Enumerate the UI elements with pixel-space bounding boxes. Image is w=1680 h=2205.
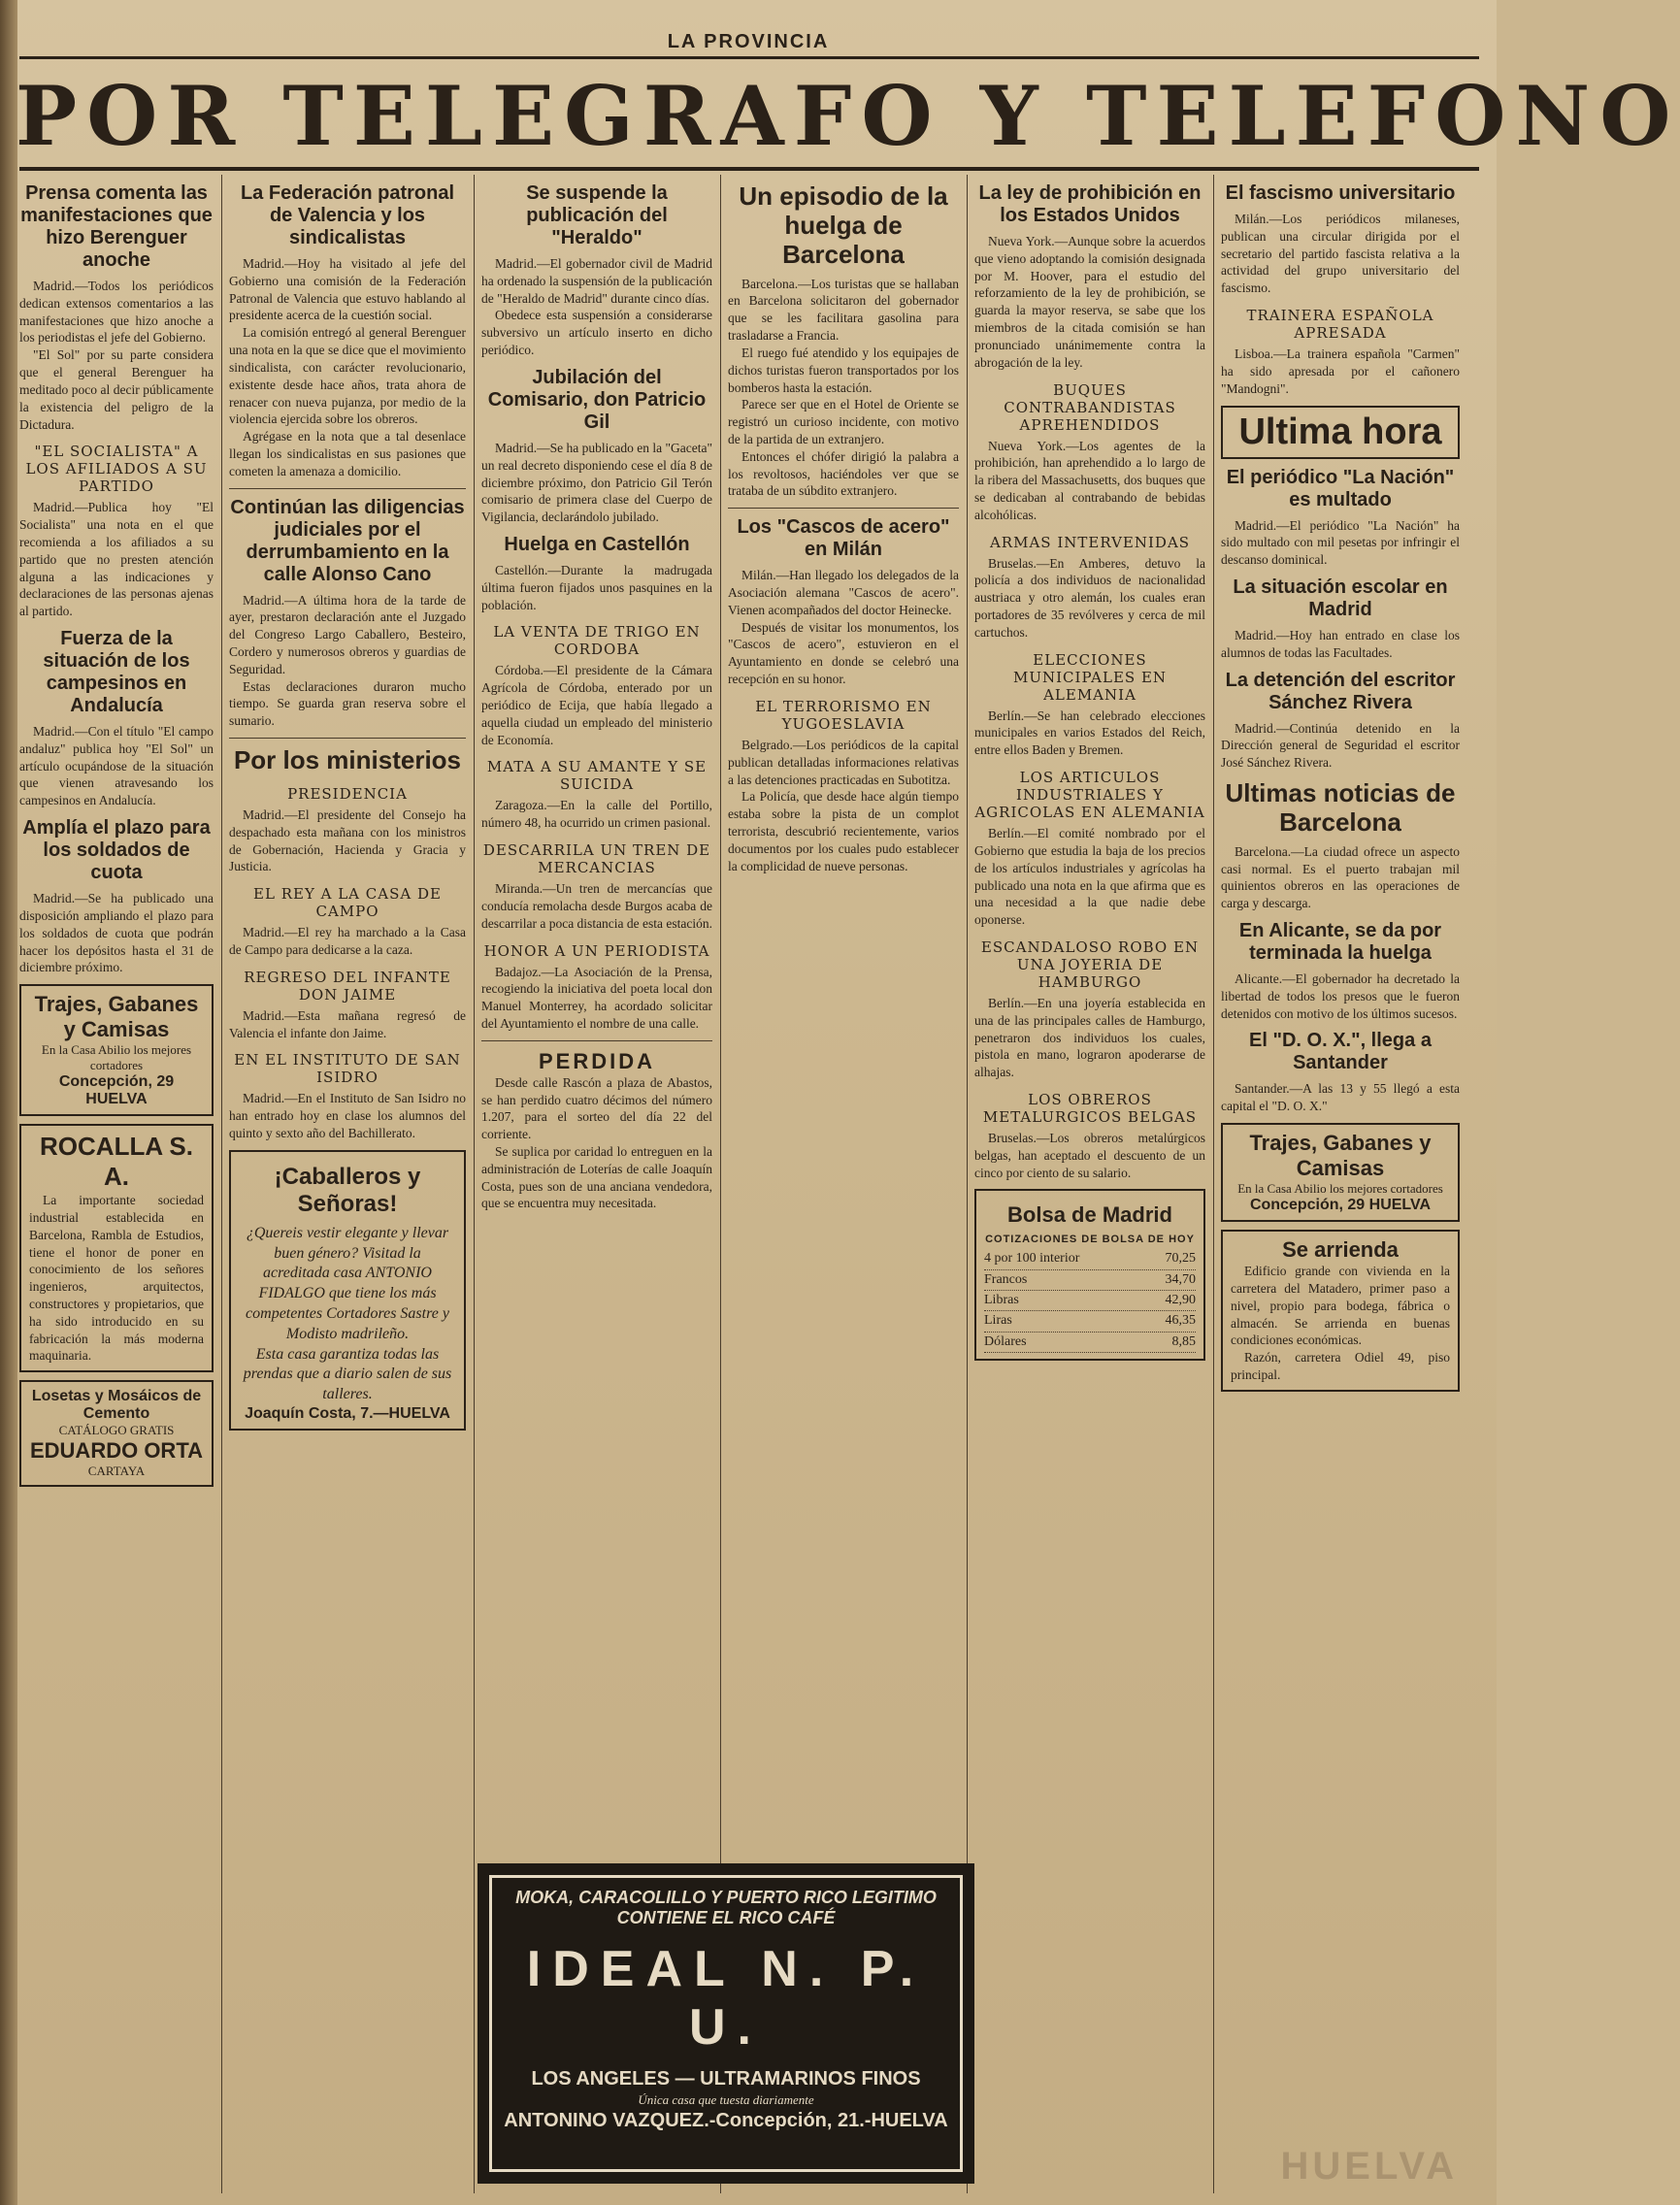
article-subheading: HONOR A UN PERIODISTA	[483, 941, 710, 960]
tailor-advertisement	[229, 1150, 466, 1431]
ad-text: CATÁLOGO GRATIS	[58, 1423, 175, 1438]
article-text: Barcelona.—La ciudad ofrece un aspecto casi normal. Es el puerto trabajan mil quinientos obreros en las operaciones de carga y descarga.	[1221, 843, 1460, 911]
article-subheading: ESCANDALOSO ROBO EN UNA JOYERIA DE HAMBURGO	[980, 938, 1200, 991]
ad-brand: IDEAL N. P. U.	[526, 1941, 926, 2056]
column-3	[481, 175, 712, 1844]
article-text: Madrid.—Publica hoy "El Socialista" una nota en el que recomienda a los afiliados a su partido que no presten atención alguna a las indicaciones y declaraciones de las personas ajenas al partido.	[19, 500, 214, 619]
article-headline: La detención del escritor Sánchez Rivera	[1225, 669, 1456, 713]
ad-frame	[489, 1875, 963, 2172]
ad-text: Razón, carretera Odiel 49, piso principal.	[1231, 1350, 1450, 1382]
ad-line: CONTIENE EL RICO CAFÉ	[616, 1908, 836, 1927]
article-text: Bruselas.—En Amberes, detuvo la policía a dos individuos de nacionalidad austriaca y otro alemán, los cuales eran portadores de 35 revólveres y cerca de mil cartuchos.	[974, 555, 1205, 640]
stock-row: 4 por 100 interior 70,25	[984, 1249, 1196, 1269]
article-text: Santander.—A las 13 y 55 llegó a esta capital el "D. O. X."	[1221, 1081, 1460, 1114]
article-subheading: EL REY A LA CASA DE CAMPO	[253, 885, 442, 921]
article-text: Parece ser que en el Hotel de Oriente se registró un curioso incidente, con motivo de la partida de un extranjero.	[728, 397, 959, 446]
stock-row: Francos 34,70	[984, 1270, 1196, 1291]
article-text: "El Sol" por su parte considera que el general Berenguer ha meditado poco al decir públicamente la existencia del peligro de la Dictadura.	[19, 347, 214, 432]
ad-title: ¡Caballeros y Señoras!	[274, 1163, 421, 1217]
article-subheading: LA VENTA DE TRIGO EN CORDOBA	[493, 623, 701, 659]
article-text: La Policía, que desde hace algún tiempo estaba sobre la pista de un complot terrorista, descubrió recientemente, varios documentos por los cuales pudo establecer la complicidad de nueve personas.	[728, 789, 959, 873]
article-text: Milán.—Los periódicos milaneses, publican una circular dirigida por el secretario del partido fascista relativa a la actividad del grupo universitario del fascismo.	[1221, 212, 1460, 296]
article-subheading: TRAINERA ESPAÑOLA APRESADA	[1246, 307, 1434, 343]
article-text: Entonces el chófer dirigió la palabra a los revoltosos, haciéndoles ver que se trataba de un súbdito extranjero.	[728, 448, 959, 499]
column-4	[728, 175, 959, 1844]
article-text: Madrid.—El presidente del Consejo ha despachado esta mañana con los ministros de Gobernación, Hacienda y Gracia y Justicia.	[229, 806, 466, 874]
ad-title: Trajes, Gabanes y Camisas	[34, 992, 199, 1042]
column-2	[229, 175, 466, 2193]
article-text: Desde calle Rascón a plaza de Abastos, se han perdido cuatro décimos del número 1.207, para el sorteo del día 22 del corriente.	[481, 1074, 712, 1142]
article-text: Nueva York.—Aunque sobre la acuerdos que vieno adoptando la comisión designada por M. Hoover, para el estudio del reforzamiento de la ley de prohibición, se guarda la mayor reserva, se sabe que los miembros de la citada comisión se han pronunciado unánimemente contra la abrogación de la ley.	[974, 234, 1205, 370]
article-text: Madrid.—El gobernador civil de Madrid ha ordenado la suspensión de la publicación de "Heraldo de Madrid" durante cinco días.	[481, 256, 712, 306]
ad-title: Losetas y Mosáicos de Cemento	[31, 1388, 202, 1423]
article-headline: Prensa comenta las manifestaciones que hizo Berenguer anoche	[20, 182, 213, 271]
article-subheading: BUQUES CONTRABANDISTAS APREHENDIDOS	[1004, 380, 1176, 434]
article-headline: La ley de prohibición en los Estados Unidos	[978, 182, 1202, 226]
ad-address: ANTONINO VAZQUEZ.-Concepción, 21.-HUELVA	[504, 2110, 948, 2131]
article-headline: Ultimas noticias de Barcelona	[1225, 778, 1456, 837]
article-headline: Se suspende la publicación del "Heraldo"	[526, 182, 668, 248]
article-text: Miranda.—Un tren de mercancías que conducía remolacha desde Burgos acaba de descarrilar a poca distancia de esta estación.	[481, 881, 713, 931]
article-text: Agrégase en la nota que a tal desenlace llegan los sindicalistas en sus pasiones que cometen la amenaza a domicilio.	[229, 429, 466, 478]
article-text: Badajoz.—La Asociación de la Prensa, recogiendo la iniciativa del poeta local don Manuel Monterrey, ha acordado solicitar del Ayuntamiento el nombre de una calle.	[481, 964, 712, 1031]
article-subheading: LOS ARTICULOS INDUSTRIALES Y AGRICOLAS EN ALEMANIA	[974, 769, 1205, 822]
column-5	[974, 175, 1205, 2193]
article-text: Lisboa.—La trainera española "Carmen" ha sido apresada por el cañonero "Mandogni".	[1221, 346, 1460, 396]
ad-line: LOS ANGELES — ULTRAMARINOS FINOS	[531, 2068, 921, 2090]
article-text: Berlín.—El comité nombrado por el Gobierno que estudia la baja de los precios de los artículos industriales y agrícolas ha publicado una nota en la que afirma que es una necesidad a la que nadie debe oponerse.	[974, 826, 1205, 928]
article-subheading: LOS OBREROS METALURGICOS BELGAS	[982, 1091, 1198, 1126]
ad-title: Se arrienda	[1282, 1237, 1399, 1263]
stock-row: Dólares 8,85	[984, 1333, 1196, 1353]
article-subheading: ARMAS INTERVENIDAS	[989, 533, 1191, 551]
article-text: Barcelona.—Los turistas que se hallaban en Barcelona solicitaron del gobernador que se les facilitara gasolina para trasladarse a Francia.	[728, 276, 959, 344]
ad-place: CARTAYA	[87, 1464, 146, 1479]
article-text: Madrid.—Todos los periódicos dedican extensos comentarios a las manifestaciones que hizo anoche a los periodistas el jefe del Gobierno.	[19, 279, 214, 346]
article-headline: Por los ministerios	[233, 745, 462, 775]
ad-text: En la Casa Abilio los mejores cortadores	[1237, 1181, 1443, 1197]
coffee-advertisement	[478, 1863, 974, 2184]
article-text: Madrid.—Hoy han entrado en clase los alumnos de todas las Facultades.	[1221, 627, 1460, 660]
clothing-advertisement	[1221, 1123, 1460, 1222]
article-headline: Amplía el plazo para los soldados de cuota	[22, 817, 211, 884]
article-subheading: ELECCIONES MUNICIPALES EN ALEMANIA	[1012, 650, 1168, 704]
article-subheading: EL TERRORISMO EN YUGOESLAVIA	[755, 697, 932, 733]
column-divider	[221, 175, 222, 2193]
article-text: Madrid.—A última hora de la tarde de ayer, prestaron declaración ante el Juzgado del Congreso Largo Caballero, Besteiro, Cordero y numerosos obreros y guardias de Seguridad.	[229, 592, 466, 676]
article-text: Se suplica por caridad lo entreguen en la administración de Loterías de calle Joaquín Costa, pues son de una anciana vendedora, que se encuentra muy necesitada.	[481, 1144, 712, 1211]
ad-address: Concepción, 29 HUELVA	[1249, 1197, 1432, 1214]
article-text: Estas declaraciones duraron mucho tiempo. Se guarda gran reserva sobre el sumario.	[229, 678, 466, 729]
article-subheading: EN EL INSTITUTO DE SAN ISIDRO	[234, 1051, 461, 1087]
article-headline: Un episodio de la huelga de Barcelona	[739, 181, 948, 269]
archive-watermark: HUELVA	[1280, 2145, 1458, 2188]
article-text: Madrid.—El periódico "La Nación" ha sido multado con mil pesetas por infringir el descanso dominical.	[1221, 517, 1460, 568]
article-headline: El fascismo universitario	[1225, 182, 1456, 204]
page-headline: POR TELEGRAFO Y TELEFONO	[16, 68, 1680, 164]
article-text: El ruego fué atendido y los equipajes de dichos turistas fueron transportados por los bomberos hasta la estación.	[728, 345, 959, 395]
tiles-advertisement	[19, 1380, 214, 1487]
article-text: Después de visitar los monumentos, los "Cascos de acero", estuvieron en el Ayuntamiento en donde se celebró una recepción en su honor.	[728, 619, 959, 687]
rocalla-advertisement	[19, 1124, 214, 1372]
article-text: Milán.—Han llegado los delegados de la Asociación alemana "Cascos de acero". Vienen acompañados del doctor Heinecke.	[728, 568, 959, 617]
article-text: Madrid.—Con el título "El campo andaluz" publica hoy "El Sol" un artículo ocupándose de la situación que vienen atravesando los campesinos en Andalucía.	[19, 724, 214, 808]
rental-notice	[1221, 1230, 1460, 1392]
lost-notice-title: PERDIDA	[538, 1048, 655, 1073]
article-headline: Huelga en Castellón	[504, 533, 690, 555]
article-text: Madrid.—Se ha publicado en la "Gaceta" un real decreto disponiendo cese el día 8 de diciembre próximo, don Patricio Gil Terón comisario de primera clase del Cuerpo de Vigilancia, declarándolo jubilado.	[481, 440, 712, 525]
page-spine	[0, 0, 17, 2205]
section-label: LA PROVINCIA	[667, 31, 830, 52]
article-subheading: "EL SOCIALISTA" A LOS AFILIADOS A SU PARTIDO	[25, 443, 208, 496]
column-1	[19, 175, 214, 2193]
article-text: Alicante.—El gobernador ha decretado la libertad de todos los presos que le fueron detenidos con motivo de los últimos sucesos.	[1221, 971, 1460, 1021]
article-headline: Los "Cascos de acero" en Milán	[737, 516, 950, 561]
column-6	[1221, 175, 1460, 2193]
ad-address: Joaquín Costa, 7.—HUELVA	[245, 1405, 450, 1423]
headline-rule	[19, 167, 1479, 171]
article-text: Madrid.—Continúa detenido en la Dirección general de Seguridad el escritor José Sánchez Rivera.	[1221, 720, 1460, 771]
article-text: Obedece esta suspensión a considerarse subversivo un artículo inserto en dicho periódico.	[481, 308, 712, 358]
article-headline: El "D. O. X.", llega a Santander	[1249, 1030, 1432, 1074]
ad-text: ¿Quereis vestir elegante y llevar buen género? Visitad la acreditada casa ANTONIO FIDALGO que tiene los más competentes Cortadores Sastre y Modisto madrileño.	[246, 1224, 449, 1342]
article-text: La comisión entregó al general Berenguer una nota en la que se dice que el movimiento sindicalista, con carácter revolucionario, existente desde hace años, trata ahora de renacer con nueva pujanza, por medio de la violencia ejercida sobre los obreros.	[229, 325, 466, 427]
rule	[229, 488, 466, 489]
article-headline: Jubilación del Comisario, don Patricio Gil	[487, 366, 707, 433]
ad-text: En la Casa Abilio los mejores cortadores	[41, 1042, 192, 1073]
article-headline: La Federación patronal de Valencia y los sindicalistas	[240, 182, 455, 248]
article-text: Berlín.—Se han celebrado elecciones municipales en varios Estados del Reich, entre ellos Baden y Bremen.	[974, 708, 1205, 758]
ad-address: Concepción, 29 HUELVA	[58, 1073, 175, 1108]
last-hour-banner: Ultima hora	[1221, 406, 1460, 459]
ad-text: La importante sociedad industrial establecida en Barcelona, Rambla de Estudios, tiene el honor de poner en conocimiento de los señores ingenieros, arquitectos, constructores y propietarios, que ha sido introducido en su fabricación la más moderna maquinaria.	[29, 1193, 204, 1364]
article-text: Córdoba.—El presidente de la Cámara Agrícola de Córdoba, enterado por un periódico de Ecija, que había llegado a aquella ciudad un empleado del ministerio de Economía.	[481, 663, 712, 747]
column-divider	[474, 175, 475, 2193]
article-headline: Fuerza de la situación de los campesinos en Andalucía	[43, 628, 190, 716]
article-subheading: PRESIDENCIA	[287, 784, 408, 803]
ad-title: Trajes, Gabanes y Camisas	[1249, 1131, 1432, 1181]
stock-exchange-box	[974, 1189, 1205, 1360]
stock-header: COTIZACIONES DE BOLSA DE HOY	[985, 1234, 1195, 1246]
article-subheading: DESCARRILA UN TREN DE MERCANCIAS	[482, 841, 711, 877]
article-headline: La situación escolar en Madrid	[1233, 576, 1448, 620]
ad-text: Edificio grande con vivienda en la carretera del Matadero, primer paso a nivel, propio para bodega, fábrica o almacén. Se arrienda en buenas condiciones económicas.	[1231, 1264, 1450, 1348]
article-text: Berlín.—En una joyería establecida en una de las principales calles de Hamburgo, penetraron dos individuos los cuales, pistola en mano, lograron apoderarse de alhajas.	[974, 995, 1205, 1080]
article-text: Belgrado.—Los periódicos de la capital publican detalladas informaciones relativas a las detenciones practicadas en Subotitza.	[728, 737, 959, 787]
article-text: Madrid.—Esta mañana regresó de Valencia el infante don Jaime.	[229, 1007, 466, 1040]
stock-row: Libras 42,90	[984, 1291, 1196, 1311]
article-headline: En Alicante, se da por terminada la huelga	[1238, 920, 1442, 965]
article-text: Madrid.—El rey ha marchado a la Casa de Campo para dedicarse a la caza.	[229, 925, 466, 958]
rule	[728, 508, 959, 509]
stock-row: Liras 46,35	[984, 1311, 1196, 1332]
article-text: Bruselas.—Los obreros metalúrgicos belgas, han aceptado el descuento de un cinco por ciento de su salario.	[974, 1131, 1205, 1180]
rule	[229, 738, 466, 739]
ad-line: Única casa que tuesta diariamente	[638, 2092, 814, 2107]
article-text: Castellón.—Durante la madrugada última fueron fijados unos pasquines en la población.	[481, 562, 712, 612]
clothing-advertisement	[19, 984, 214, 1116]
article-subheading: REGRESO DEL INFANTE DON JAIME	[244, 968, 451, 1004]
ad-title: ROCALLA S. A.	[40, 1132, 193, 1192]
article-headline: Continúan las diligencias judiciales por el derrumbamiento en la calle Alonso Cano	[230, 496, 465, 585]
article-text: Madrid.—Hoy ha visitado al jefe del Gobierno una comisión de la Federación Patronal de Valencia que estuvo hablando al presidente acerca de la cuestión social.	[229, 256, 466, 323]
article-text: Madrid.—En el Instituto de San Isidro no han entrado hoy en clase los alumnos del quinto y sexto año del Bachillerato.	[229, 1091, 466, 1141]
ad-name: EDUARDO ORTA	[29, 1438, 204, 1464]
article-text: Nueva York.—Los agentes de la prohibición, han aprehendido a lo largo de la ribera del Massachusetts, dos buques que se dedicaban al contrabando de bebidas alcohólicas.	[974, 438, 1205, 522]
article-subheading: MATA A SU AMANTE Y SE SUICIDA	[486, 758, 708, 794]
ad-line: MOKA, CARACOLILLO Y PUERTO RICO LEGITIMO	[515, 1888, 937, 1907]
article-text: Zaragoza.—En la calle del Portillo, número 48, ha ocurrido un crimen pasional.	[481, 798, 712, 831]
ad-text: Esta casa garantiza todas las prendas que a diario salen de sus talleres.	[243, 1345, 452, 1403]
stock-title: Bolsa de Madrid	[1007, 1202, 1172, 1228]
article-text: Madrid.—Se ha publicado una disposición ampliando el plazo para los soldados de cuota que podrán hacer los depósitos hasta el 31 de diciembre próximo.	[19, 891, 214, 975]
article-headline: El periódico "La Nación" es multado	[1226, 466, 1455, 510]
column-divider	[1213, 175, 1214, 2193]
rule	[481, 1040, 712, 1041]
